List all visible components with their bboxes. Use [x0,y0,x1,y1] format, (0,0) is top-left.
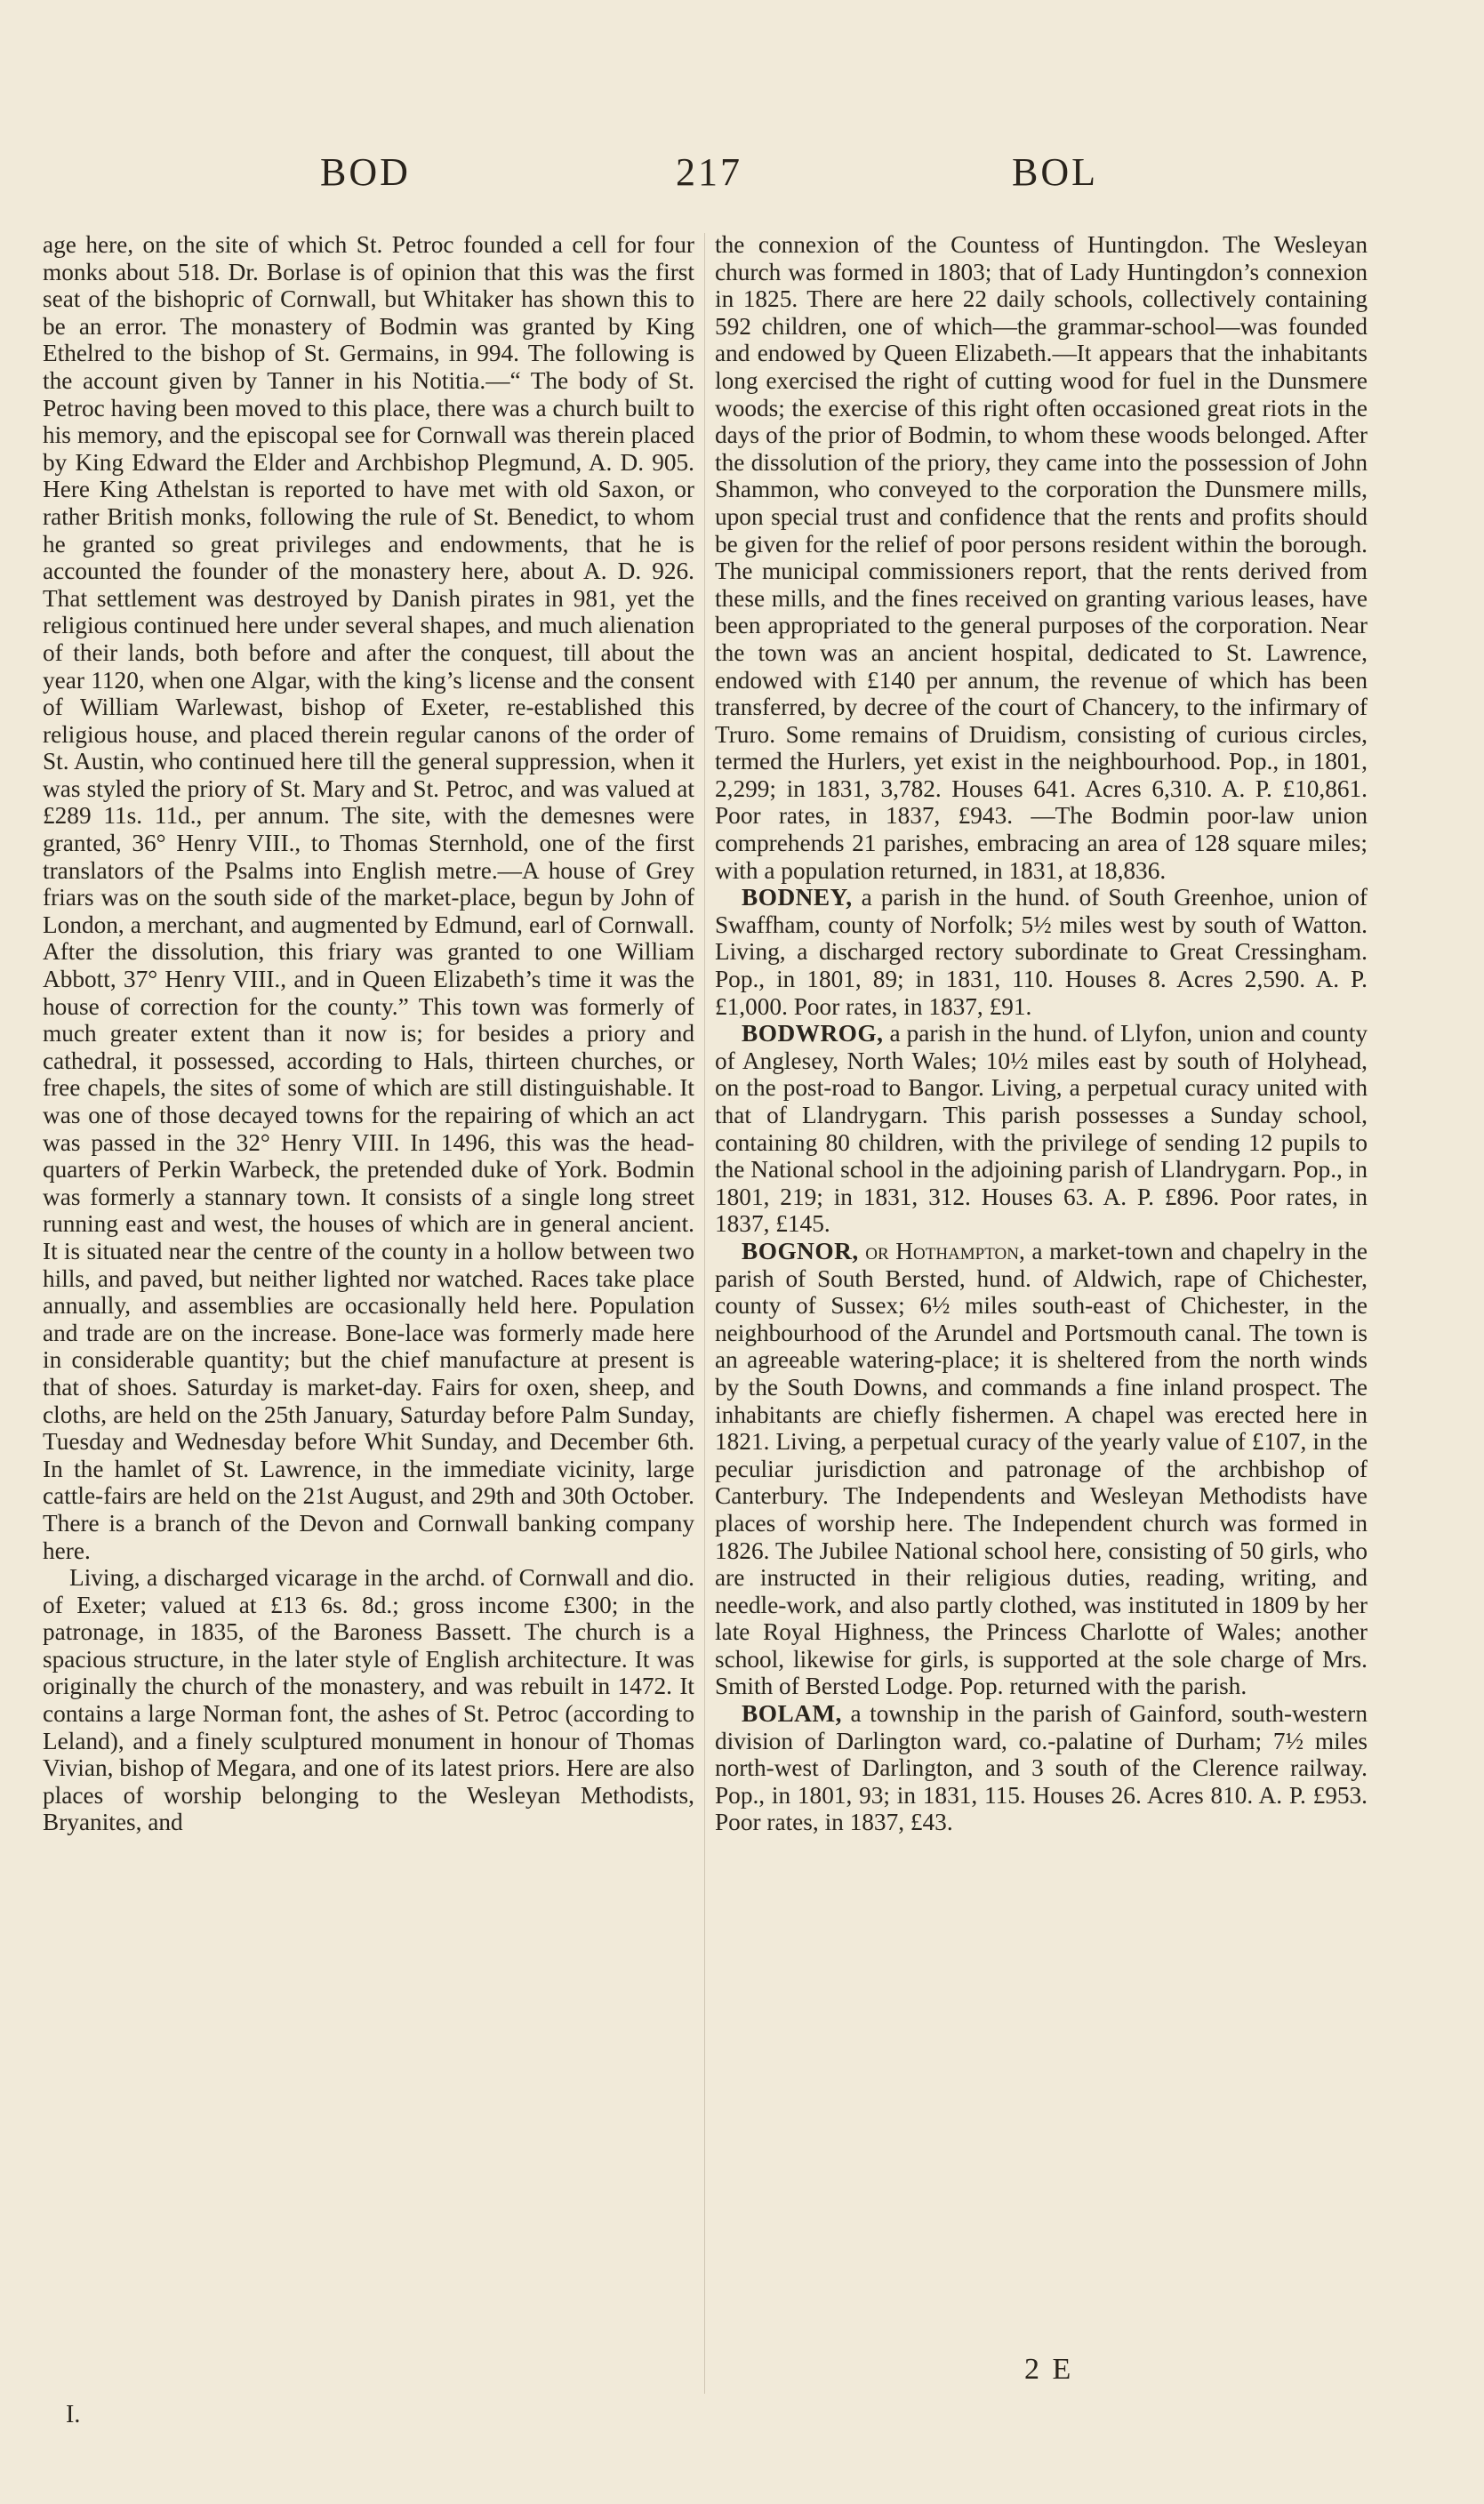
entry-bognor-text: a market-town and chapelry in the parish of South Bersted, hund. of Aldwich, rape of Chichester, county of Sussex; 6½ miles south-east of Chichester, in the neighbourhood of the Arundel and Portsmouth canal. The town is an agreeable watering-place; it is sheltered from the north winds by the South Downs, and commands a fine inland prospect. The inhabitants are chiefly fishermen. A chapel was erected here in 1821. Living, a perpetual curacy of the yearly value of £107, in the peculiar jurisdiction and patronage of the archbishop of Canterbury. The Independents and Wesleyan Methodists have places of worship here. The Independent church was formed in 1826. The Jubilee National school here, consisting of 50 girls, who are instructed in their religious duties, reading, writing, and needle-work, and also partly clothed, was instituted in 1809 by her late Royal Highness, the Princess Charlotte of Wales; another school, likewise for girls, is supported at the sole charge of Mrs. Smith of Bersted Lodge. Pop. returned with the parish. [715,1237,1368,1700]
entry-bognor [715,1238,1368,1700]
signature-mark-left: I. [66,2401,81,2428]
bodmin-living-paragraph: Living, a discharged vicarage in the archd. of Cornwall and dio. of Exeter; valued at £13 6s. 8d.; gross income £300; in the patronage, in 1835, of the Baroness Bassett. The church is a spacious structure, in the later style of English architecture. It was originally the church of the monastery, and was rebuilt in 1472. It contains a large Norman font, the ashes of St. Petroc (according to Leland), and a finely sculptured monument in honour of Thomas Vivian, bishop of Megara, and one of its latest priors. Here are also places of worship belonging to the Wesleyan Methodists, Bryanites, and [43,1564,694,1836]
headword-bodney: BODNEY, [742,884,853,911]
bodmin-continued-paragraph: the connexion of the Countess of Huntingdon. The Wesleyan church was formed in 1803; that of Lady Huntingdon’s connexion in 1825. There are here 22 daily schools, collectively containing 592 children, one of which—the grammar-school—was founded and endowed by Queen Elizabeth.—It appears that the inhabitants long exercised the right of cutting wood for fuel in the Dunsmere woods; the exercise of this right often occasioned great riots in the days of the prior of Bodmin, to whom these woods belonged. After the dissolution of the priory, they came into the possession of John Shammon, who conveyed to the corporation the Dunsmere mills, upon special trust and confidence that the rents and profits should be given for the relief of poor persons resident within the borough. The municipal commissioners report, that the rents derived from these mills, and the fines received on granting various leases, have been appropriated to the general purposes of the corporation. Near the town was an ancient hospital, dedicated to St. Lawrence, endowed with £140 per annum, the revenue of which has been transferred, by decree of the court of Chancery, to the infirmary of Truro. Some remains of Druidism, consisting of curious circles, termed the Hurlers, yet exist in the neighbourhood. Pop., in 1801, 2,299; in 1831, 3,782. Houses 641. Acres 6,310. A. P. £10,861. Poor rates, in 1837, £943. —The Bodmin poor-law union comprehends 21 parishes, embracing an area of 128 square miles; with a population returned, in 1831, at 18,836. [715,231,1368,884]
headword-bodwrog: BODWROG, [742,1020,884,1047]
signature-mark-right: 2 E [1024,2353,1074,2386]
entry-bodwrog-text: a parish in the hund. of Llyfon, union and county of Anglesey, North Wales; 10½ miles east by south of Holyhead, on the post-road to Bangor. Living, a perpetual curacy united with that of Llandrygarn. This parish possesses a Sunday school, containing 80 children, with the privilege of sending 12 pupils to the National school in the adjoining parish of Llandrygarn. Pop., in 1801, 219; in 1831, 312. Houses 63. A. P. £896. Poor rates, in 1837, £145. [715,1020,1368,1238]
entry-bolam [715,1700,1368,1836]
page-number: 217 [676,150,742,194]
entry-bodwrog [715,1020,1368,1238]
headword-bognor-alt: or Hothampton, [858,1237,1025,1264]
headword-bognor: BOGNOR, [742,1237,859,1264]
left-column [43,231,694,2419]
entry-bolam-text: a township in the parish of Gainford, south-western division of Darlington ward, co.-palatine of Durham; 7½ miles north-west of Darlington, and 3 south of the Clerence railway. Pop., in 1801, 93; in 1831, 115. Houses 26. Acres 810. A. P. £953. Poor rates, in 1837, £43. [715,1700,1368,1836]
running-head-left: BOD [320,150,411,194]
headword-bolam: BOLAM, [742,1700,842,1728]
entry-bodney [715,884,1368,1020]
entry-bodney-text: a parish in the hund. of South Greenhoe, union of Swaffham, county of Norfolk; 5½ miles west by south of Watton. Living, a discharged rectory subordinate to Great Cressingham. Pop., in 1801, 89; in 1831, 110. Houses 8. Acres 2,590. A. P. £1,000. Poor rates, in 1837, £91. [715,884,1368,1020]
running-head-right: BOL [1012,150,1098,194]
column-divider [704,233,705,2394]
right-column [715,231,1368,2419]
bodmin-history-paragraph: age here, on the site of which St. Petroc founded a cell for four monks about 518. Dr. Borlase is of opinion that this was the first seat of the bishopric of Cornwall, but Whitaker has shown this to be an error. The monastery of Bodmin was granted by King Ethelred to the bishop of St. Germains, in 994. The following is the account given by Tanner in his Notitia.—“ The body of St. Petroc having been moved to this place, there was a church built to his memory, and the episcopal see for Cornwall was therein placed by King Edward the Elder and Archbishop Plegmund, A. D. 905. Here King Athelstan is reported to have met with old Saxon, or rather British monks, following the rule of St. Benedict, to whom he granted so great privileges and endowments, that he is accounted the founder of the monastery here, about A. D. 926. That settlement was destroyed by Danish pirates in 981, yet the religious continued here under several shapes, and much alienation of their lands, both before and after the conquest, till about the year 1120, when one Algar, with the king’s license and the consent of William Warlewast, bishop of Exeter, re-established this religious house, and placed therein regular canons of the order of St. Austin, who continued here till the general suppression, when it was styled the priory of St. Mary and St. Petroc, and was valued at £289 11s. 11d., per annum. The site, with the demesnes were granted, 36° Henry VIII., to Thomas Sternhold, one of the first translators of the Psalms into English metre.—A house of Grey friars was on the south side of the market-place, begun by John of London, a merchant, and augmented by Edmund, earl of Cornwall. After the dissolution, this friary was granted to one William Abbott, 37° Henry VIII., and in Queen Elizabeth’s time it was the house of correction for the county.” This town was formerly of much greater extent than it now is; for besides a priory and cathedral, it possessed, according to Hals, thirteen churches, or free chapels, the sites of some of which are still distinguishable. It was one of those decayed towns for the repairing of which an act was passed in the 32° Henry VIII. In 1496, this was the head-quarters of Perkin Warbeck, the pretended duke of York. Bodmin was formerly a stannary town. It consists of a single long street running east and west, the houses of which are in general ancient. It is situated near the centre of the county in a hollow between two hills, and paved, but neither lighted nor watched. Races take place annually, and assemblies are occasionally held here. Population and trade are on the increase. Bone-lace was formerly made here in considerable quantity; but the chief manufacture at present is that of shoes. Saturday is market-day. Fairs for oxen, sheep, and cloths, are held on the 25th January, Saturday before Palm Sunday, Tuesday and Wednesday before Whit Sunday, and December 6th. In the hamlet of St. Lawrence, in the immediate vicinity, large cattle-fairs are held on the 21st August, and 29th and 30th October. There is a branch of the Devon and Cornwall banking company here. [43,231,694,1564]
